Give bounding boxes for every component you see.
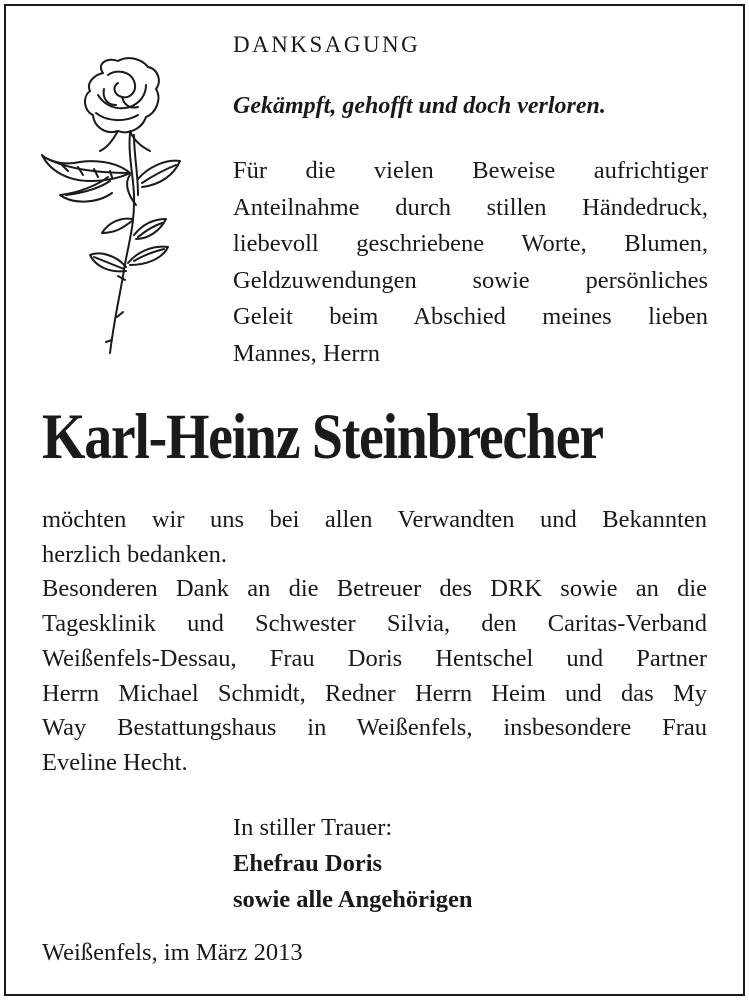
intro-line: Mannes, Herrn: [233, 339, 380, 367]
intro-line: Für die vielen Beweise aufrichtiger: [233, 157, 708, 184]
intro-line: liebevoll geschriebene Worte, Blumen,: [233, 230, 708, 257]
intro-line: Geleit beim Abschied meines lieben: [233, 303, 708, 330]
body-line: herzlich bedanken.: [42, 540, 228, 568]
relatives: sowie alle Angehörigen: [233, 886, 473, 913]
body-line: möchten wir uns bei allen Verwandten und Bekannten: [42, 506, 707, 533]
body-line: Besonderen Dank an die Betreuer des DRK sowie an die: [42, 575, 707, 603]
deceased-name: Karl-Heinz Steinbrecher: [42, 401, 603, 473]
body-line: Eveline Hecht.: [42, 748, 188, 776]
body-line: Way Bestattungshaus in Weißenfels, insbesondere Frau: [42, 714, 707, 742]
signatory: Ehefrau Doris: [233, 850, 383, 877]
signature-block: [233, 810, 473, 918]
rose-icon: [38, 55, 188, 360]
intro-line: Anteilnahme durch stillen Händedruck,: [233, 193, 708, 221]
place-date: Weißenfels, im März 2013: [42, 939, 303, 966]
notice-motto: Gekämpft, gehofft und doch verloren.: [233, 93, 606, 119]
body-line: Weißenfels-Dessau, Frau Doris Hentschel und Partner: [42, 644, 707, 672]
notice-heading: DANKSAGUNG: [233, 32, 421, 57]
body-line: Herrn Michael Schmidt, Redner Herrn Heim und das My: [42, 679, 707, 707]
body-paragraph: [42, 503, 707, 781]
mourning-label: In stiller Trauer:: [233, 814, 393, 841]
body-line: Tagesklinik und Schwester Silvia, den Caritas-Verband: [42, 610, 707, 638]
intro-line: Geldzuwendungen sowie persönliches: [233, 266, 708, 294]
intro-paragraph: [233, 153, 708, 372]
